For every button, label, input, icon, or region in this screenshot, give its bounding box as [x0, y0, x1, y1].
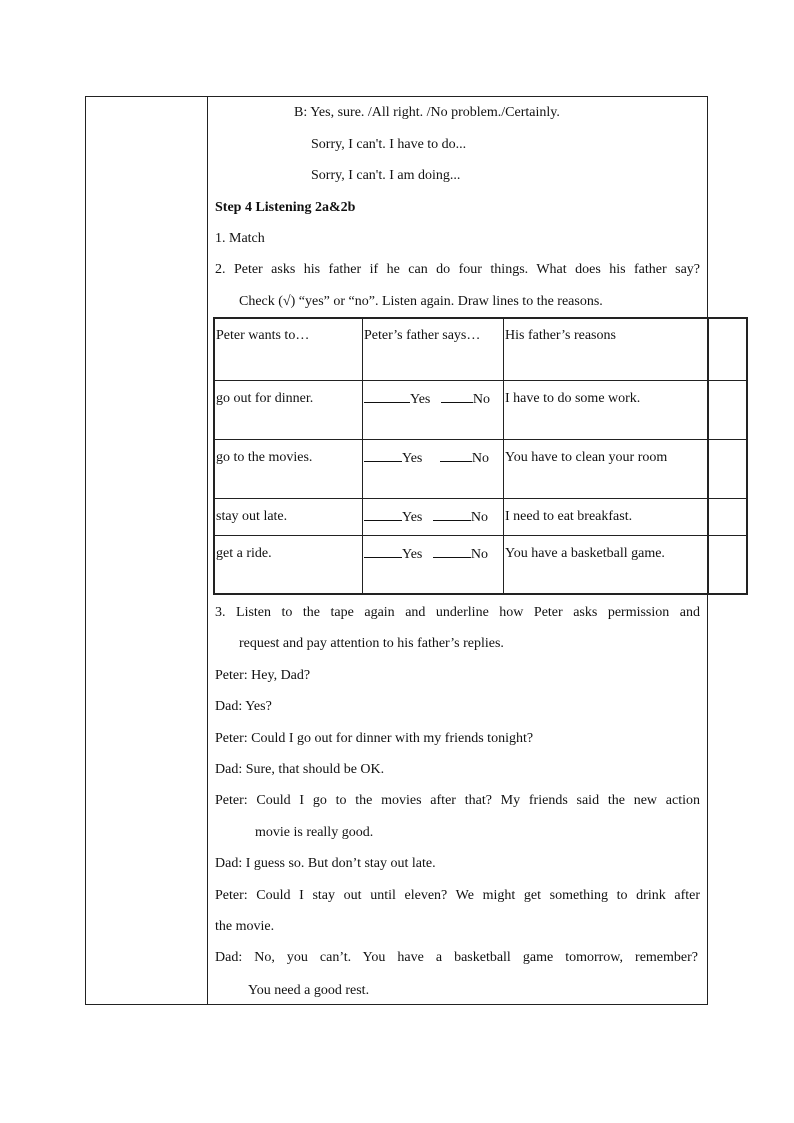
header-father-reasons: His father’s reasons — [505, 328, 616, 343]
column-divider — [207, 96, 208, 1005]
response-sorry-2: Sorry, I can't. I am doing... — [311, 168, 461, 183]
row-yes-no — [364, 545, 488, 564]
no-blank[interactable] — [440, 449, 472, 462]
table-hline — [215, 535, 746, 536]
yes-label: Yes — [402, 510, 423, 525]
table-vline — [708, 319, 709, 593]
row-reason: You have a basketball game. — [505, 546, 665, 561]
row-activity: get a ride. — [216, 546, 272, 561]
step4-item2-line1: 2. Peter asks his father if he can do four things. What does his father say? — [215, 262, 700, 277]
item3-line2: request and pay attention to his father’s replies. — [239, 636, 504, 651]
table-vline — [362, 319, 363, 593]
yes-blank[interactable] — [364, 390, 410, 403]
row-yes-no — [364, 508, 488, 527]
dialogue-line: the movie. — [215, 919, 275, 934]
dialogue-line: Dad: Sure, that should be OK. — [215, 762, 385, 777]
step4-item1: 1. Match — [215, 231, 265, 246]
table-hline — [215, 498, 746, 499]
dialogue-line: Dad: Yes? — [215, 699, 272, 714]
listening-table — [213, 317, 748, 595]
dialogue-line: movie is really good. — [255, 825, 374, 840]
row-yes-no — [364, 449, 489, 468]
yes-blank[interactable] — [364, 545, 402, 558]
header-father-says: Peter’s father says… — [364, 328, 481, 343]
response-b-line: B: Yes, sure. /All right. /No problem./Certainly. — [294, 105, 560, 120]
no-label: No — [472, 392, 490, 407]
row-activity: go to the movies. — [216, 450, 313, 465]
yes-blank[interactable] — [364, 449, 402, 462]
response-sorry-1: Sorry, I can't. I have to do... — [311, 137, 467, 152]
no-label: No — [470, 547, 488, 562]
table-hline — [215, 380, 746, 381]
row-activity: go out for dinner. — [216, 391, 314, 406]
dialogue-line: Peter: Could I go out for dinner with my friends tonight? — [215, 731, 534, 746]
no-blank[interactable] — [441, 390, 473, 403]
dialogue-line: Peter: Could I stay out until eleven? We might get something to drink after — [215, 888, 700, 903]
table-vline — [503, 319, 504, 593]
dialogue-line: Dad: No, you can’t. You have a basketball game tomorrow, remember? — [215, 950, 698, 965]
row-activity: stay out late. — [216, 509, 288, 524]
row-reason: You have to clean your room — [505, 450, 668, 465]
no-label: No — [470, 510, 488, 525]
dialogue-line: Peter: Could I go to the movies after that? My friends said the new action — [215, 793, 700, 808]
row-reason: I have to do some work. — [505, 391, 641, 406]
yes-label: Yes — [402, 451, 423, 466]
header-peter-wants: Peter wants to… — [216, 328, 310, 343]
row-reason: I need to eat breakfast. — [505, 509, 633, 524]
step4-heading: Step 4 Listening 2a&2b — [215, 200, 356, 215]
yes-label: Yes — [410, 392, 431, 407]
dialogue-line: Peter: Hey, Dad? — [215, 668, 311, 683]
no-label: No — [471, 451, 489, 466]
table-hline — [215, 439, 746, 440]
dialogue-line: You need a good rest. — [248, 983, 370, 998]
yes-label: Yes — [402, 547, 423, 562]
no-blank[interactable] — [433, 545, 471, 558]
step4-item2-line2: Check (√) “yes” or “no”. Listen again. Draw lines to the reasons. — [239, 294, 603, 309]
dialogue-line: Dad: I guess so. But don’t stay out late. — [215, 856, 436, 871]
item3-line1: 3. Listen to the tape again and underline how Peter asks permission and — [215, 605, 700, 620]
yes-blank[interactable] — [364, 508, 402, 521]
no-blank[interactable] — [433, 508, 471, 521]
row-yes-no — [364, 390, 490, 409]
